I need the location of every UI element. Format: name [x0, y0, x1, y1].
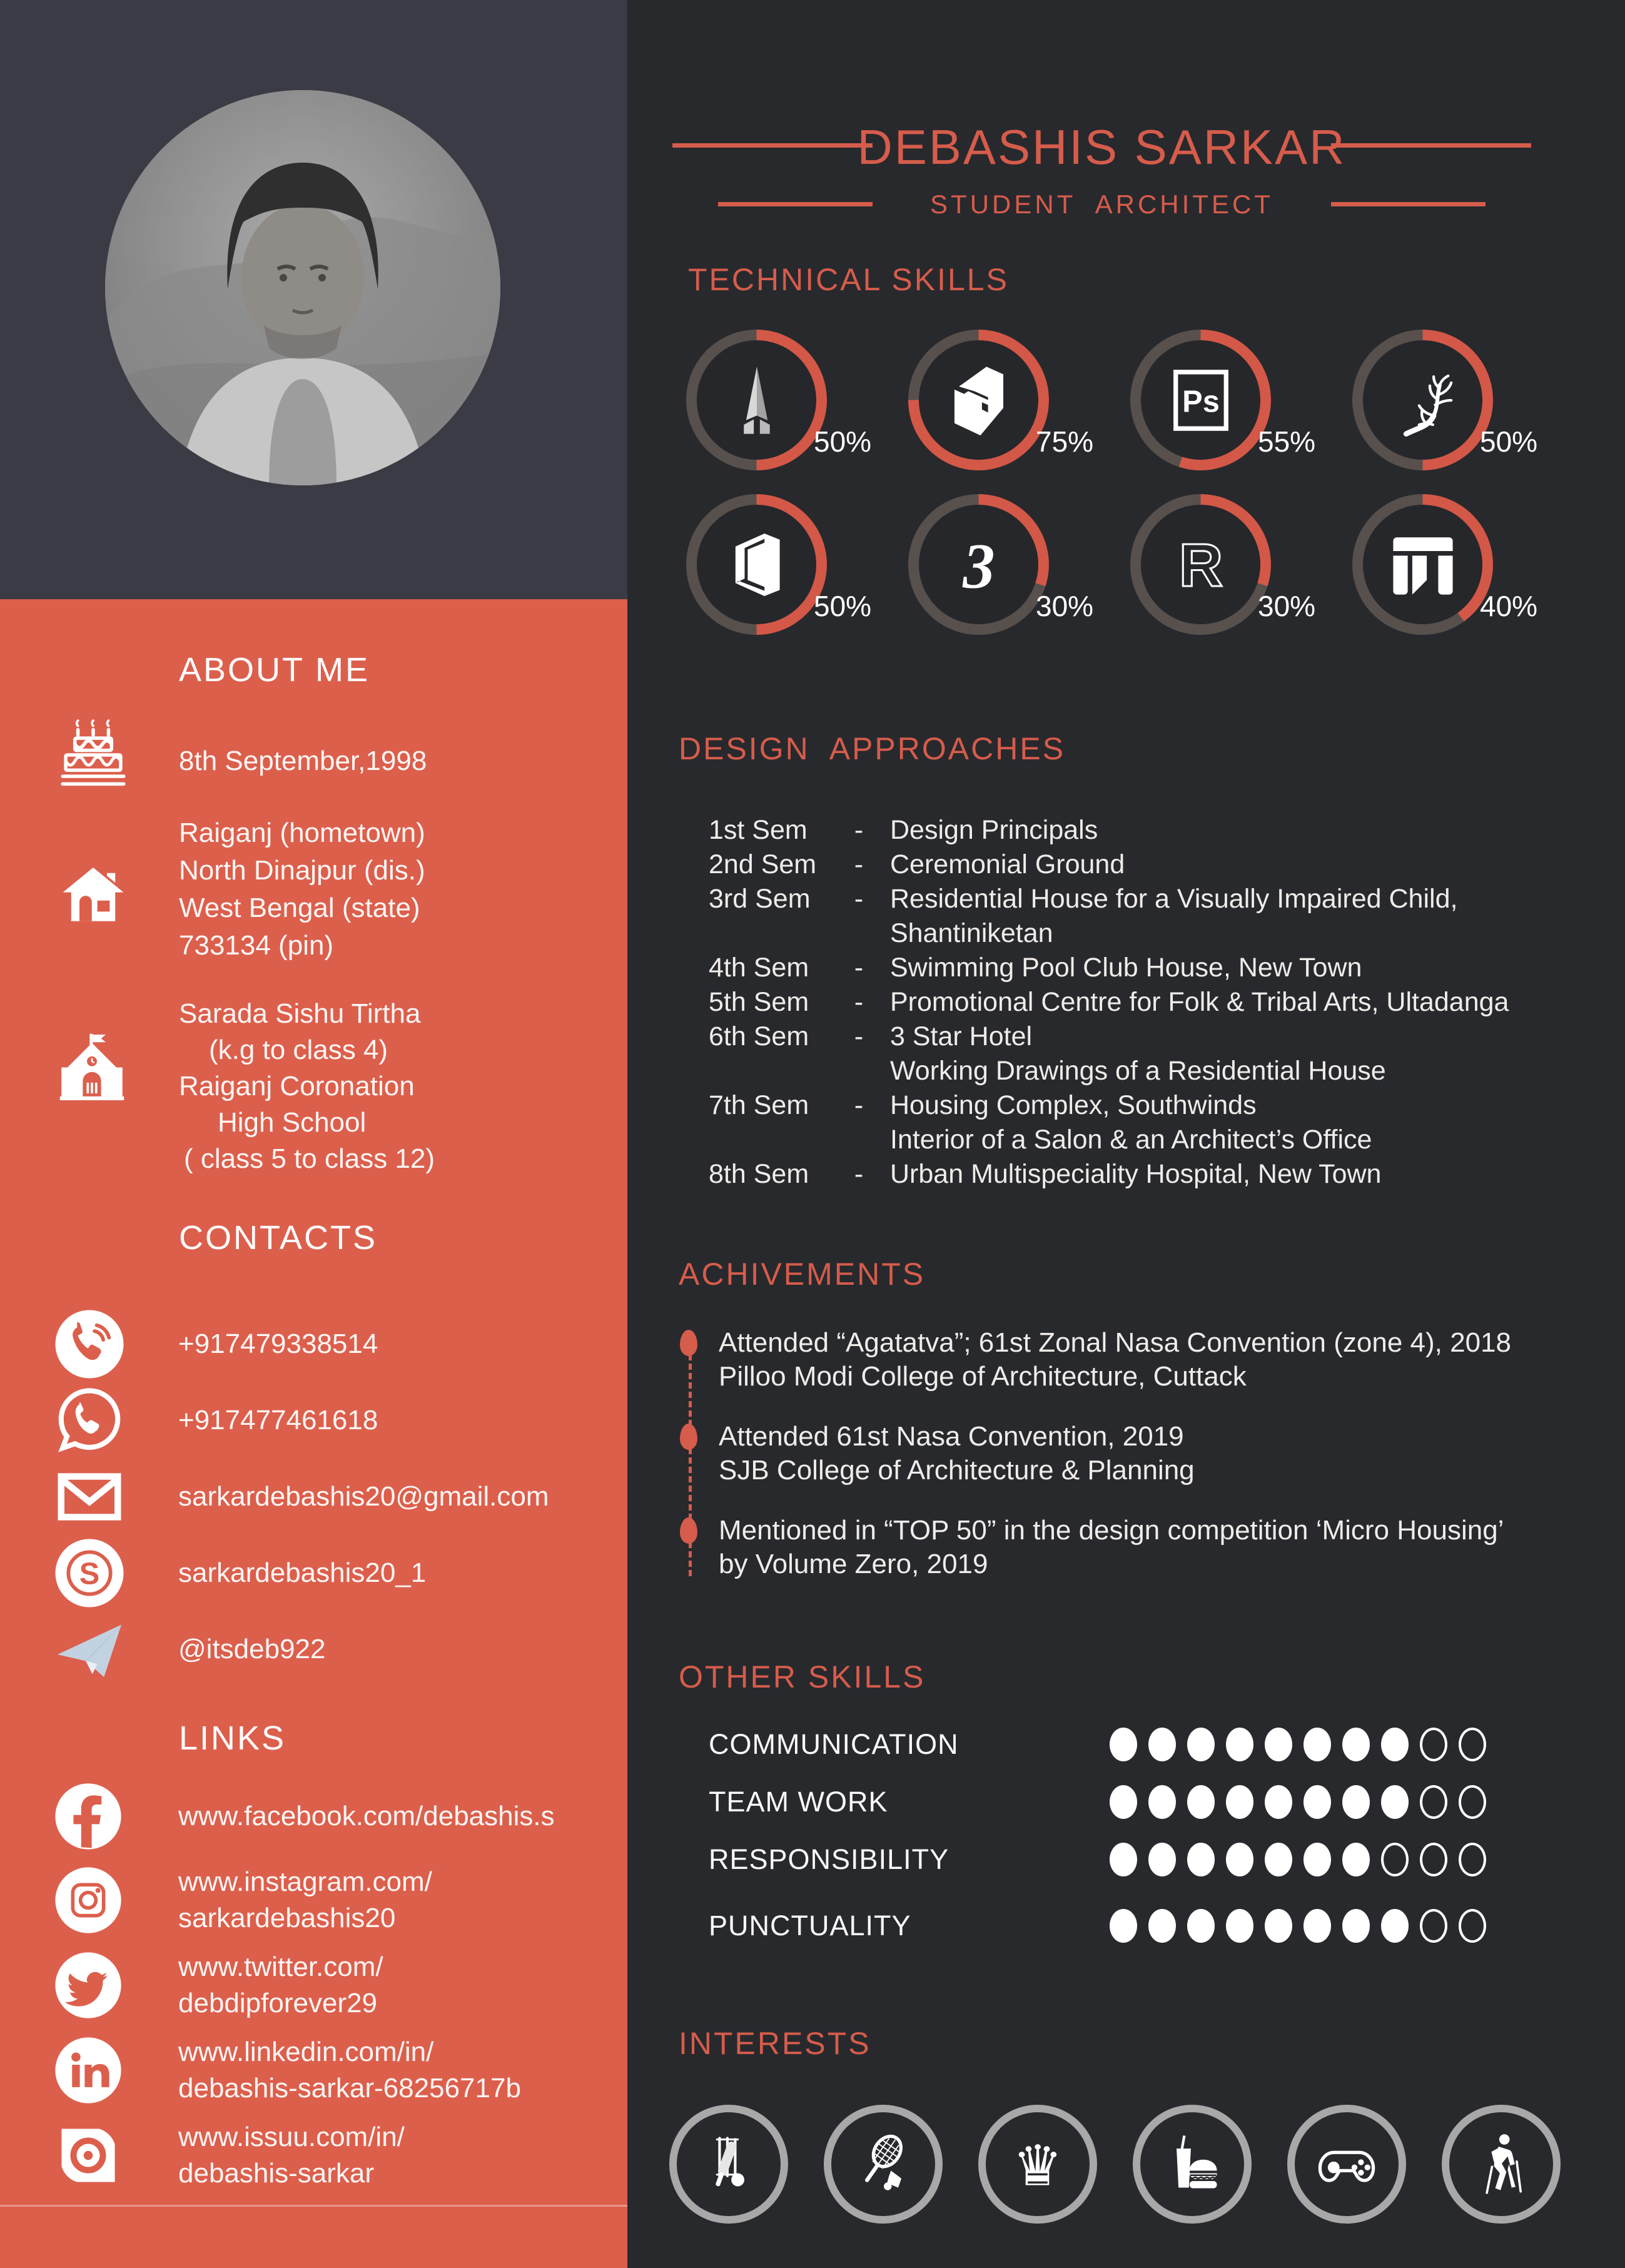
rating-dot-empty: [1459, 1843, 1486, 1876]
skill-gauge: [686, 494, 872, 635]
links-title: LINKS: [179, 1719, 286, 1757]
contact-value[interactable]: sarkardebashis20@gmail.com: [178, 1481, 549, 1512]
semester-row: [709, 882, 1609, 951]
link-url[interactable]: www.twitter.com/ debdipforever29: [178, 1952, 383, 2018]
separator-dash: -: [854, 1021, 864, 1051]
sketchup-icon: [919, 340, 1038, 460]
contacts-title: CONTACTS: [179, 1219, 377, 1257]
education-line: (k.g to class 4): [209, 1035, 388, 1065]
person-role: STUDENT ARCHITECT: [930, 190, 1273, 219]
rating-dot-empty: [1420, 1785, 1447, 1819]
achievement-bullet-icon: [680, 1517, 697, 1544]
skill-percent-label: 55%: [1258, 425, 1316, 458]
education-line: High School: [218, 1107, 367, 1138]
skill-percent-label: 50%: [814, 590, 872, 622]
rating-dot-filled: [1110, 1728, 1137, 1761]
separator-dash: -: [854, 1090, 864, 1120]
link-row: [0, 1864, 627, 1936]
link-url[interactable]: www.linkedin.com/in/ debashis-sarkar-68256717b: [178, 2037, 521, 2103]
rating-dot-filled: [1304, 1909, 1331, 1943]
skill-percent-label: 30%: [1036, 590, 1094, 622]
semester-label: 7th Sem: [709, 1090, 809, 1120]
rating-dot-filled: [1265, 1909, 1292, 1943]
other-skill-label: COMMUNICATION: [709, 1728, 959, 1760]
other-skill-label: PUNCTUALITY: [709, 1910, 911, 1941]
telegram-icon[interactable]: [53, 1613, 126, 1686]
skill-percent-label: 75%: [1036, 425, 1094, 458]
sidebar-bottom-divider: [0, 2205, 627, 2207]
other-skill-row: [709, 1831, 1486, 1888]
rating-dot-filled: [1304, 1728, 1331, 1761]
whatsapp-icon[interactable]: [53, 1384, 126, 1457]
address-block: [179, 814, 425, 964]
skill-gauge: [1130, 330, 1316, 470]
skill-percent-label: 50%: [814, 425, 872, 458]
separator-dash: -: [854, 987, 864, 1017]
twinmotion-icon: [1363, 505, 1482, 624]
semester-row: [709, 985, 1609, 1020]
office-icon: [697, 505, 816, 624]
address-line: 733134 (pin): [179, 930, 334, 961]
separator-dash: -: [854, 1159, 864, 1189]
rating-dot-filled: [1342, 1843, 1370, 1876]
address-line: Raiganj (hometown): [179, 818, 425, 848]
rating-dot-empty: [1459, 1785, 1486, 1819]
fastfood-icon: [1160, 2132, 1225, 2197]
semester-row: [709, 1088, 1609, 1157]
svg-text:3: 3: [962, 531, 995, 602]
achievement-bullet-icon: [680, 1330, 697, 1356]
left-sidebar: [0, 0, 627, 2268]
skill-gauge: [908, 330, 1094, 470]
about-me-title: ABOUT ME: [179, 651, 370, 689]
cricket-icon: [696, 2132, 761, 2197]
rating-dot-filled: [1265, 1843, 1292, 1876]
skill-percent-label: 30%: [1258, 590, 1316, 622]
education-line: ( class 5 to class 12): [184, 1143, 435, 1174]
semester-row: [709, 951, 1609, 985]
education-line: Sarada Sishu Tirtha: [179, 998, 421, 1029]
achievements-title: ACHIVEMENTS: [679, 1257, 926, 1292]
contact-row: [0, 1535, 627, 1611]
3dsmax-icon: [919, 505, 1038, 624]
rating-dot-empty: [1459, 1728, 1486, 1761]
achievement-item: Attended 61st Nasa Convention, 2019 SJB College of Architecture & Planning: [684, 1420, 1603, 1487]
separator-dash: -: [854, 849, 864, 879]
rating-dot-filled: [1187, 1785, 1215, 1819]
rating-dot-empty: [1381, 1843, 1409, 1876]
skill-percent-label: 50%: [1480, 425, 1538, 458]
rating-dot-filled: [1110, 1785, 1137, 1819]
link-row: [0, 1949, 627, 2022]
rating-dot-empty: [1459, 1909, 1486, 1943]
person-name: DEBASHIS SARKAR: [857, 119, 1347, 175]
rating-dot-filled: [1226, 1728, 1253, 1761]
technical-skills-grid: [686, 330, 1538, 635]
other-skill-label: TEAM WORK: [709, 1786, 888, 1818]
semester-project: Housing Complex, Southwinds Interior of a Salon & an Architect’s Office: [890, 1090, 1372, 1155]
education-line: Raiganj Coronation: [179, 1071, 415, 1101]
rating-dot-empty: [1420, 1728, 1447, 1761]
rating-dot-filled: [1342, 1728, 1370, 1761]
hiking-icon: [1469, 2132, 1534, 2197]
skill-dot-rating: [1110, 1909, 1486, 1943]
rating-dot-filled: [1187, 1728, 1215, 1761]
interest-badge: [978, 2105, 1097, 2224]
rating-dot-filled: [1226, 1785, 1253, 1819]
skill-gauge: [908, 494, 1094, 635]
separator-dash: -: [854, 884, 864, 914]
semester-row: [709, 848, 1609, 882]
rating-dot-filled: [1226, 1909, 1253, 1943]
semester-project: Ceremonial Ground: [890, 849, 1125, 879]
education-block: [179, 996, 435, 1177]
linkedin-icon[interactable]: [53, 2035, 123, 2105]
badminton-icon: [851, 2132, 916, 2197]
skill-dot-rating: [1110, 1843, 1486, 1876]
gamepad-icon: [1314, 2132, 1379, 2197]
semester-row: [709, 1020, 1609, 1088]
other-skill-label: RESPONSIBILITY: [709, 1843, 949, 1875]
achievement-item: Attended “Agatatva”; 61st Zonal Nasa Convention (zone 4), 2018 Pilloo Modi College of Architecture, Cuttack: [684, 1326, 1603, 1394]
rating-dot-filled: [1187, 1909, 1215, 1943]
interest-badge: [824, 2105, 943, 2224]
semester-project: Urban Multispeciality Hospital, New Town: [890, 1159, 1382, 1189]
rating-dot-empty: [1420, 1909, 1447, 1943]
interest-badge: [1133, 2105, 1252, 2224]
rating-dot-filled: [1381, 1728, 1409, 1761]
contact-row: [0, 1382, 627, 1459]
semester-row: [709, 1157, 1609, 1192]
rating-dot-filled: [1381, 1785, 1409, 1819]
link-row: [0, 2119, 627, 2192]
rating-dot-filled: [1148, 1909, 1176, 1943]
issuu-icon[interactable]: [53, 2120, 123, 2190]
contact-value[interactable]: sarkardebashis20_1: [178, 1557, 427, 1588]
semester-project: 3 Star Hotel Working Drawings of a Residential House: [890, 1021, 1386, 1086]
revit-icon: [1141, 505, 1260, 624]
link-row: [0, 2034, 627, 2107]
school-icon: [54, 1031, 130, 1107]
link-url[interactable]: www.issuu.com/in/ debashis-sarkar: [178, 2122, 405, 2189]
svg-text:♛: ♛: [1012, 2134, 1063, 2197]
photoshop-icon: [1141, 340, 1260, 460]
svg-text:Ps: Ps: [1182, 384, 1220, 418]
rating-dot-filled: [1265, 1728, 1292, 1761]
address-line: North Dinajpur (dis.): [179, 855, 425, 886]
contact-row: [0, 1459, 627, 1535]
skill-gauge: [1352, 494, 1538, 635]
semester-label: 2nd Sem: [709, 849, 817, 879]
contact-value[interactable]: @itsdeb922: [178, 1634, 326, 1664]
skill-gauge: [1130, 494, 1316, 635]
semester-label: 1st Sem: [709, 815, 807, 845]
chess-icon: [1005, 2132, 1070, 2197]
other-skills-title: OTHER SKILLS: [679, 1659, 926, 1694]
rating-dot-filled: [1381, 1909, 1409, 1943]
profile-photo: [105, 90, 500, 485]
rating-dot-filled: [1110, 1909, 1137, 1943]
interest-badge: [1442, 2105, 1561, 2224]
contacts-list: [0, 1306, 627, 1688]
svg-text:R: R: [1178, 530, 1223, 599]
other-skill-row: [709, 1773, 1486, 1831]
skype-icon[interactable]: [53, 1537, 126, 1609]
contact-row: [0, 1611, 627, 1688]
rating-dot-filled: [1342, 1909, 1370, 1943]
instagram-icon[interactable]: [53, 1865, 123, 1935]
semester-row: [709, 813, 1609, 848]
achievement-item: Mentioned in “TOP 50” in the design competition ‘Micro Housing’ by Volume Zero, 2019: [684, 1514, 1603, 1581]
skill-dot-rating: [1110, 1728, 1486, 1761]
rating-dot-filled: [1304, 1843, 1331, 1876]
link-row: [0, 1781, 627, 1851]
tree-icon: [1363, 340, 1482, 460]
separator-dash: -: [854, 815, 864, 845]
facebook-icon[interactable]: [53, 1781, 123, 1851]
home-icon: [59, 861, 128, 929]
semester-label: 5th Sem: [709, 987, 809, 1017]
skill-percent-label: 40%: [1480, 590, 1538, 622]
semester-project: Residential House for a Visually Impaired Child, Shantiniketan: [890, 884, 1458, 948]
portrait-illustration: [105, 90, 500, 485]
rating-dot-filled: [1148, 1728, 1176, 1761]
skill-dot-rating: [1110, 1785, 1486, 1819]
semester-label: 8th Sem: [709, 1159, 809, 1189]
svg-text:S: S: [79, 1557, 100, 1591]
interest-badge: [669, 2105, 788, 2224]
rating-dot-filled: [1265, 1785, 1292, 1819]
interests-row: [669, 2105, 1561, 2224]
contact-value[interactable]: +917479338514: [178, 1329, 378, 1359]
achievements-list: [684, 1326, 1603, 1607]
autocad-icon: [697, 340, 816, 460]
semester-label: 3rd Sem: [709, 884, 811, 914]
rating-dot-filled: [1148, 1785, 1176, 1819]
design-approaches-title: DESIGN APPROACHES: [679, 731, 1066, 766]
interest-badge: [1287, 2105, 1406, 2224]
design-approaches-table: [709, 813, 1609, 1192]
address-line: West Bengal (state): [179, 893, 420, 923]
separator-dash: -: [854, 953, 864, 983]
semester-label: 4th Sem: [709, 953, 809, 983]
semester-project: Swimming Pool Club House, New Town: [890, 953, 1362, 983]
other-skill-row: [709, 1897, 1486, 1955]
semester-label: 6th Sem: [709, 1021, 809, 1051]
rating-dot-filled: [1187, 1843, 1215, 1876]
contact-value[interactable]: +917477461618: [178, 1405, 378, 1435]
skill-gauge: [1352, 330, 1538, 470]
rating-dot-filled: [1304, 1785, 1331, 1819]
birthday-cake-icon: [55, 717, 131, 793]
rating-dot-filled: [1342, 1785, 1370, 1819]
birthday-text: 8th September,1998: [179, 746, 427, 776]
contact-row: [0, 1306, 627, 1382]
twitter-icon[interactable]: [53, 1950, 123, 2020]
achievement-bullet-icon: [680, 1424, 697, 1450]
skill-gauge: [686, 330, 872, 470]
rating-dot-empty: [1420, 1843, 1447, 1876]
other-skills-list: [709, 1716, 1486, 1955]
technical-skills-title: TECHNICAL SKILLS: [688, 262, 1009, 297]
rating-dot-filled: [1226, 1843, 1253, 1876]
semester-project: Promotional Centre for Folk & Tribal Arts, Ultadanga: [890, 987, 1509, 1017]
other-skill-row: [709, 1716, 1486, 1773]
phone-call-icon[interactable]: [53, 1308, 126, 1380]
header: [627, 0, 1576, 220]
rating-dot-filled: [1148, 1843, 1176, 1876]
link-url[interactable]: www.facebook.com/debashis.s: [178, 1801, 555, 1831]
gmail-icon[interactable]: [53, 1461, 126, 1533]
rating-dot-filled: [1110, 1843, 1137, 1876]
interests-title: INTERESTS: [679, 2026, 871, 2061]
semester-project: Design Principals: [890, 815, 1098, 845]
link-url[interactable]: www.instagram.com/ sarkardebashis20: [178, 1866, 432, 1933]
links-list: [0, 1781, 627, 2204]
